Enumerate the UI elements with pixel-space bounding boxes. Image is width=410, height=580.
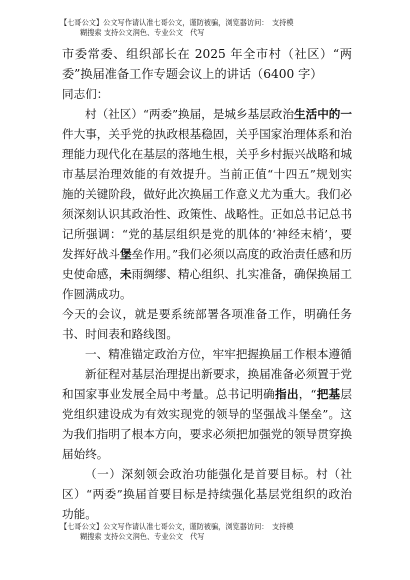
para1-bold-f: 未 — [120, 267, 132, 281]
document-body — [62, 44, 352, 524]
footer-notice-line2: 糊搜索 支持公文润色、专业公文 代写 — [80, 532, 205, 541]
header-notice-line1: 【七哥公文】公文写作请认准七哥公文，谨防被骗，浏览器访问： 支持模 — [60, 18, 294, 27]
subsection-heading-1: （一）深刻领会政治功能强化是首要目标。村（社区）“两委”换届首要目标是持续强化基层党组织的政治功能。 — [62, 467, 352, 521]
paragraph-2: 今天的会议，就是要系统部署各项准备工作，明确任务书、时间表和路线图。 — [62, 307, 352, 341]
salutation: 同志们： — [62, 87, 109, 101]
document-title: 市委常委、组织部长在 2025 年全市村（社区）“两委”换届准备工作专题会议上的讲话（6400 字） — [62, 47, 352, 81]
header-notice-line2: 糊搜索 支持公文润色、专业公文 代写 — [80, 28, 205, 37]
paragraph-1 — [62, 104, 352, 304]
para1-bold-d: 堡 — [119, 247, 132, 261]
section-heading-1: 一、精准锚定政治方位，牢牢把握换届工作根本遵循 — [85, 347, 352, 361]
para1-text-g: 雨绸缪、精心组织、扎实准备，确保换届工作圆满成功。 — [62, 267, 352, 301]
para1-text-e: 垒作用。”我们必须以高度的政治责任感和历史使命感， — [62, 247, 353, 281]
para1-text-c: 件大事，关乎党的执政根基稳固，关乎国家治理体系和治理能力现代化在基层的落地生根，关乎乡村振兴战略和城市基层治理效能的有效提升。当前正值“十四五”规划实施的关键阶段，做好此次换届工作意义尤为重大。我们必须深刻认识其政治性、政策性、战略性。正如总书记总书记所强调：“党的基层组织是党的肌体的‘神经末梢’，要发挥好战斗 — [62, 127, 352, 261]
header-notice — [60, 18, 360, 38]
paragraph-3 — [62, 364, 352, 464]
para3-text-a: 新征程对基层治理提出新要求，换届准备必须置于党和国家事业发展全局中考量。总书记明确 — [62, 367, 352, 401]
para3-text-e: 层党组织建设成为有效实现党的领导的坚强战斗堡垒”。这为我们指明了根本方向，要求必须把加强党的领导贯穿换届始终。 — [62, 387, 352, 461]
para3-bold-d: 把基 — [316, 387, 341, 401]
para1-text-a: 村（社区）“两委”换届，是城乡基层政治 — [85, 107, 295, 121]
para1-bold-b: 生活中的一 — [294, 107, 352, 121]
footer-notice-line1: 【七哥公文】公文写作请认准七哥公文，谨防被骗，浏览器访问： 支持模 — [60, 522, 294, 531]
para3-bold-b: 指出 — [275, 387, 299, 401]
para3-text-c: ，“ — [298, 387, 317, 401]
footer-notice — [60, 522, 360, 542]
